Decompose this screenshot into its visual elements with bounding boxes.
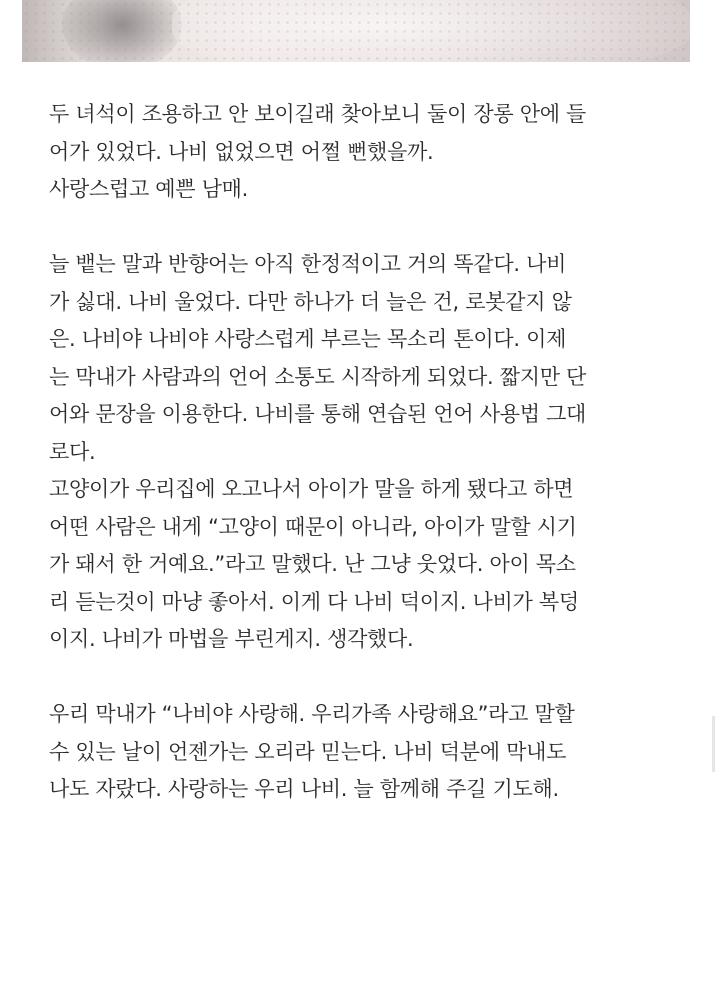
text-line: 수 있는 날이 언젠가는 오리라 믿는다. 나비 덕분에 막내도 bbox=[49, 739, 567, 764]
photo-polka-dot-fabric bbox=[22, 0, 690, 62]
text-line: 두 녀석이 조용하고 안 보이길래 찾아보니 둘이 장롱 안에 들 bbox=[49, 102, 587, 126]
text-line: 우리 막내가 “나비야 사랑해. 우리가족 사랑해요”라고 말할 bbox=[49, 702, 575, 726]
text-line: 는 막내가 사람과의 언어 소통도 시작하게 되었다. 짧지만 단 bbox=[49, 364, 587, 389]
text-line: 고양이가 우리집에 오고나서 아이가 말을 하게 됐다고 하면 bbox=[49, 477, 574, 501]
text-line: 사랑스럽고 예쁜 남매. bbox=[49, 177, 248, 201]
text-line: 리 듣는것이 마냥 좋아서. 이게 다 나비 덕이지. 나비가 복덩 bbox=[49, 589, 579, 614]
text-line: 가 싫대. 나비 울었다. 다만 하나가 더 늘은 건, 로봇같지 않 bbox=[49, 289, 572, 314]
paragraph-gap bbox=[49, 209, 679, 247]
text-line: 이지. 나비가 마법을 부린게지. 생각했다. bbox=[49, 627, 414, 651]
paragraph-gap bbox=[49, 659, 679, 697]
paragraph-2 bbox=[49, 246, 679, 659]
text-line: 늘 뱉는 말과 반향어는 아직 한정적이고 거의 똑같다. 나비 bbox=[49, 252, 567, 276]
text-line: 어가 있었다. 나비 없었으면 어쩔 뻔했을까. bbox=[49, 139, 434, 164]
text-line: 로다. bbox=[49, 439, 96, 464]
paragraph-3 bbox=[49, 696, 679, 809]
text-line: 나도 자랐다. 사랑하는 우리 나비. 늘 함께해 주길 기도해. bbox=[49, 777, 559, 801]
text-line: 어떤 사람은 내게 “고양이 때문이 아니라, 아이가 말할 시기 bbox=[49, 514, 577, 539]
text-line: 가 돼서 한 거예요.”라고 말했다. 난 그냥 웃었다. 아이 목소 bbox=[49, 552, 576, 576]
cat-photo bbox=[22, 0, 690, 62]
paragraph-1 bbox=[49, 96, 679, 209]
article-body bbox=[49, 96, 679, 809]
text-line: 어와 문장을 이용한다. 나비를 통해 연습된 언어 사용법 그대 bbox=[49, 402, 587, 426]
text-line: 은. 나비야 나비야 사랑스럽게 부르는 목소리 톤이다. 이제 bbox=[49, 327, 567, 351]
